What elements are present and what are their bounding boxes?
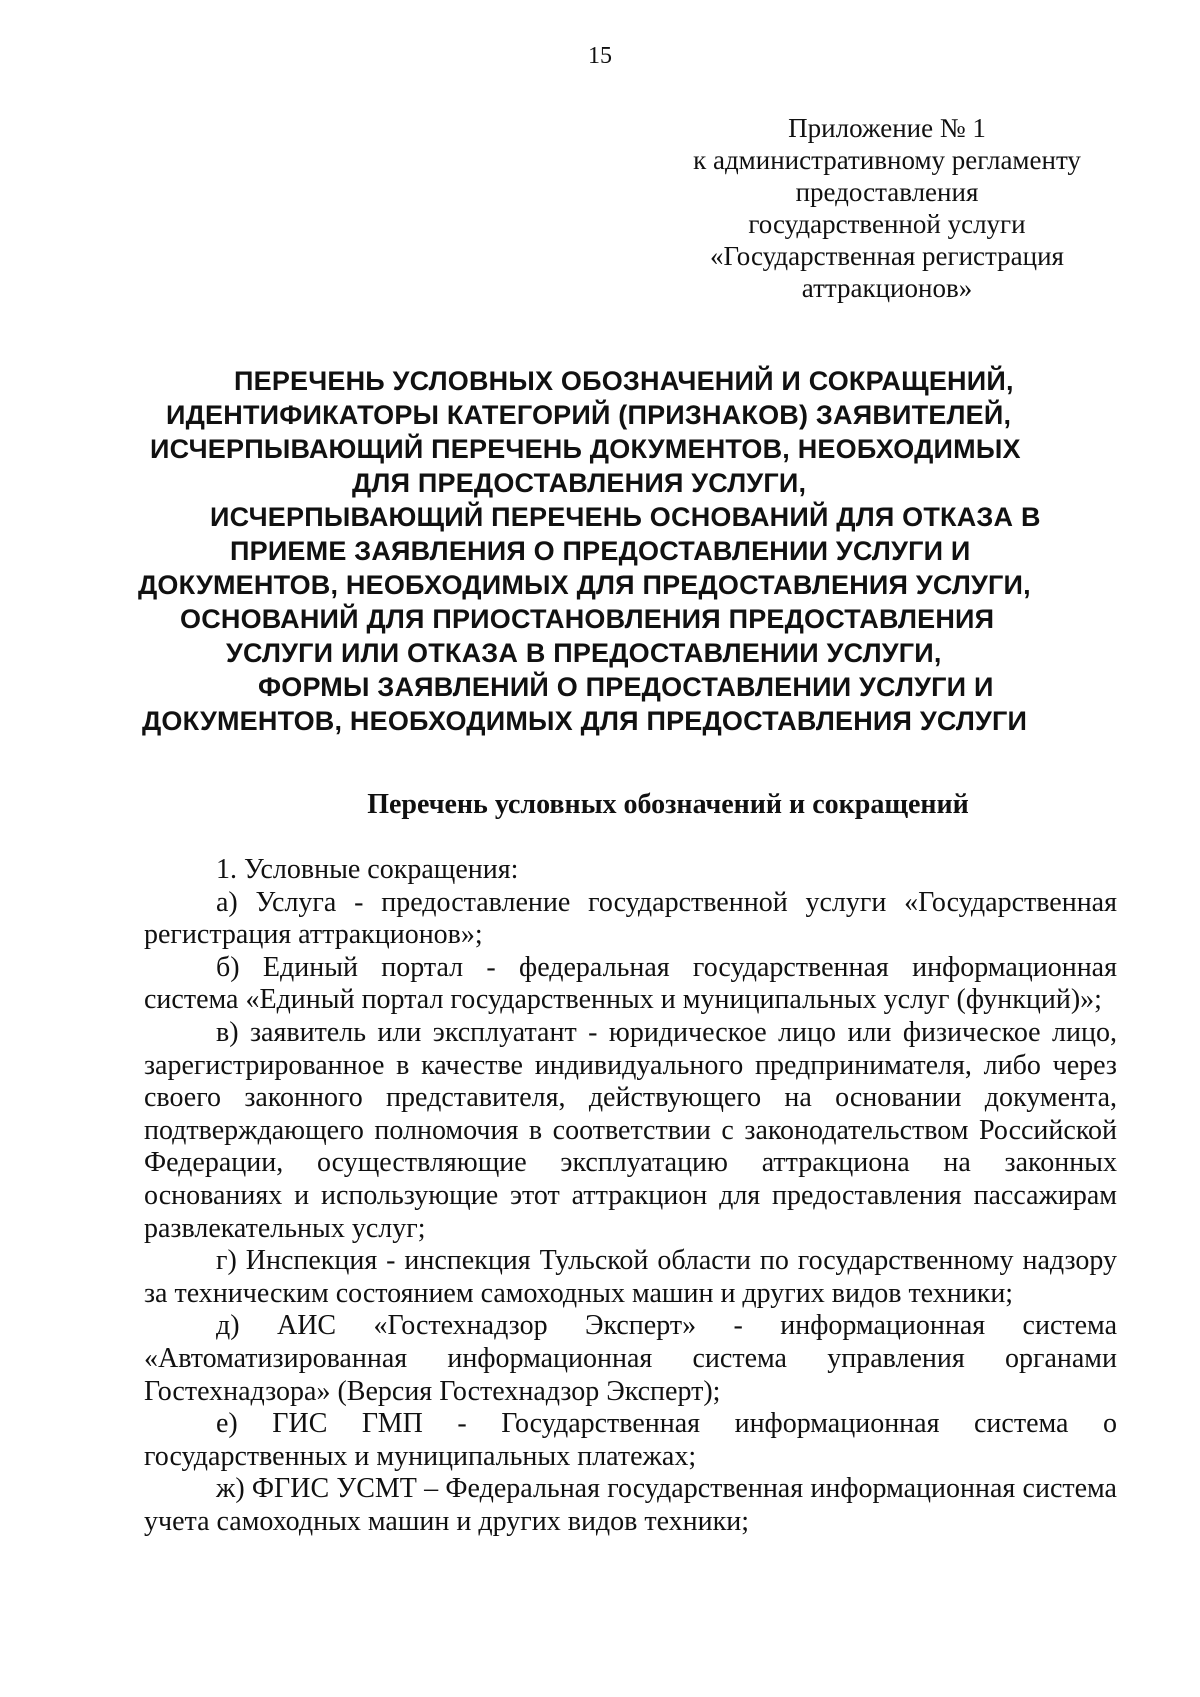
title-line: ИСЧЕРПЫВАЮЩИЙ ПЕРЕЧЕНЬ ОСНОВАНИЙ ДЛЯ ОТКАЗА В (210, 502, 1041, 532)
title-line: ФОРМЫ ЗАЯВЛЕНИЙ О ПРЕДОСТАВЛЕНИИ УСЛУГИ И (258, 672, 994, 702)
definition-item: г) Инспекция - инспекция Тульской области по государственному надзору за техническим состоянием самоходных машин и других видов техники; (144, 1245, 1117, 1309)
document-title (130, 364, 1120, 738)
definition-item: а) Услуга - предоставление государственной услуги «Государственная регистрация аттракционов»; (144, 886, 1117, 951)
title-line: ИСЧЕРПЫВАЮЩИЙ ПЕРЕЧЕНЬ ДОКУМЕНТОВ, НЕОБХОДИМЫХ (150, 434, 1021, 464)
page-number: 15 (588, 43, 612, 69)
definition-item: ж) ФГИС УСМТ – Федеральная государственная информационная система учета самоходных машин и других видов техники; (144, 1473, 1117, 1537)
title-line: ДОКУМЕНТОВ, НЕОБХОДИМЫХ ДЛЯ ПРЕДОСТАВЛЕНИЯ УСЛУГИ (142, 706, 1028, 736)
title-line: ПРИЕМЕ ЗАЯВЛЕНИЯ О ПРЕДОСТАВЛЕНИИ УСЛУГИ И (230, 536, 971, 566)
appendix-line: «Государственная регистрация (710, 241, 1064, 271)
appendix-line: государственной услуги (748, 209, 1026, 239)
appendix-reference (660, 112, 1114, 304)
list-heading: 1. Условные сокращения: (216, 854, 519, 885)
definition-item: б) Единый портал - федеральная государственная информационная система «Единый портал государственных и муниципальных услуг (функций)»; (144, 951, 1117, 1016)
title-line: ДОКУМЕНТОВ, НЕОБХОДИМЫХ ДЛЯ ПРЕДОСТАВЛЕНИЯ УСЛУГИ, (138, 570, 1031, 600)
section-heading: Перечень условных обозначений и сокращений (367, 789, 969, 820)
title-line: ПЕРЕЧЕНЬ УСЛОВНЫХ ОБОЗНАЧЕНИЙ И СОКРАЩЕНИЙ, (234, 366, 1014, 396)
appendix-line: аттракционов» (801, 273, 973, 303)
appendix-line: к административному регламенту (693, 145, 1081, 175)
definition-item: е) ГИС ГМП - Государственная информационная система о государственных и муниципальных платежах; (144, 1408, 1117, 1472)
title-line: ОСНОВАНИЙ ДЛЯ ПРИОСТАНОВЛЕНИЯ ПРЕДОСТАВЛЕНИЯ (180, 604, 995, 634)
appendix-line: предоставления (795, 177, 979, 207)
definition-item: д) АИС «Гостехнадзор Эксперт» - информационная система «Автоматизированная информационная система управления органами Гостехнадзора» (Версия Гостехнадзор Эксперт); (144, 1310, 1117, 1407)
definition-item: в) заявитель или эксплуатант - юридическое лицо или физическое лицо, зарегистрированное в качестве индивидуального предпринимателя, либо через своего законного представителя, действующего на основании документа, подтверждающего полномочия в соответствии с законодательством Российской Федерации, осуществляющие эксплуатацию аттракциона на законных основаниях и использующие этот аттракцион для предоставления пассажирам развлекательных услуг; (144, 1016, 1117, 1244)
title-line: ИДЕНТИФИКАТОРЫ КАТЕГОРИЙ (ПРИЗНАКОВ) ЗАЯВИТЕЛЕЙ, (166, 400, 1012, 430)
body-text (144, 854, 1117, 1538)
title-line: ДЛЯ ПРЕДОСТАВЛЕНИЯ УСЛУГИ, (352, 468, 807, 498)
title-line: УСЛУГИ ИЛИ ОТКАЗА В ПРЕДОСТАВЛЕНИИ УСЛУГИ, (226, 638, 942, 668)
appendix-line: Приложение № 1 (788, 113, 986, 143)
